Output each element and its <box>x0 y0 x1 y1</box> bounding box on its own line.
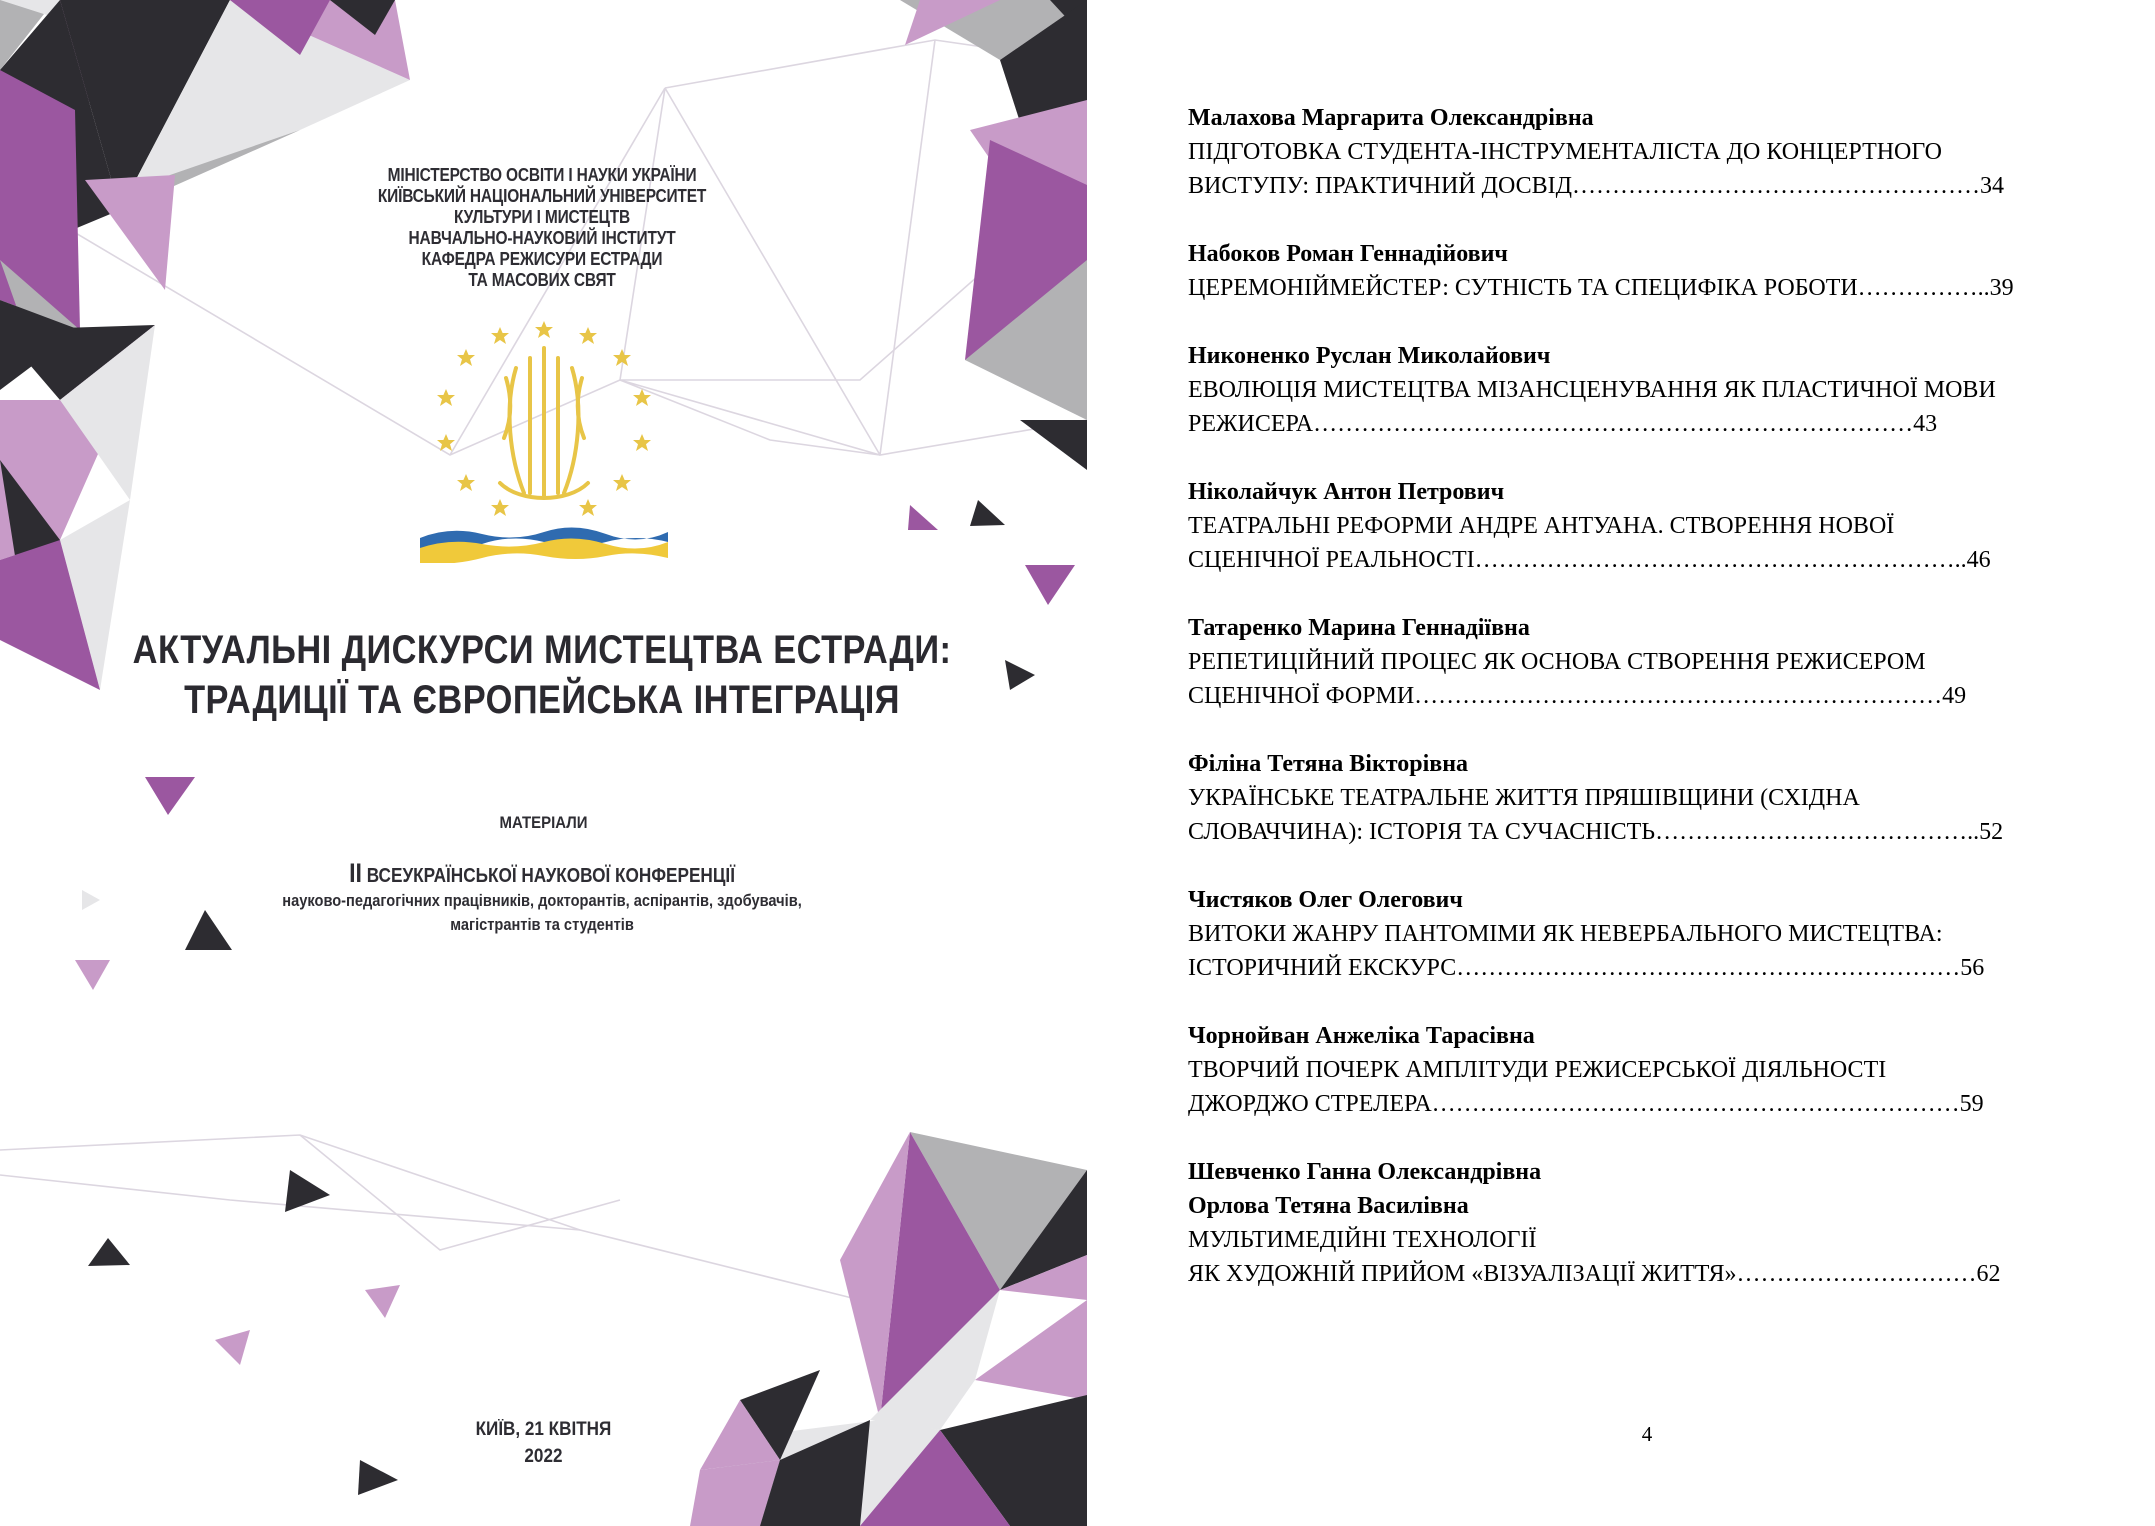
ministry-header <box>0 165 1087 291</box>
toc-entry <box>1188 101 2068 203</box>
toc-title-line: ЕВОЛЮЦІЯ МИСТЕЦТВА МІЗАНСЦЕНУВАННЯ ЯК ПЛАСТИЧНОЇ МОВИ <box>1188 377 1996 403</box>
toc-title-line: СЛОВАЧЧИНА): ІСТОРІЯ ТА СУЧАСНІСТЬ…………………………………..52 <box>1188 819 2004 845</box>
conference-block <box>0 860 1087 937</box>
university-emblem-icon <box>420 318 668 563</box>
toc-title-line: ЯК ХУДОЖНІЙ ПРИЙОМ «ВІЗУАЛІЗАЦІЇ ЖИТТЯ»…………………………62 <box>1188 1261 2001 1287</box>
toc-title-line: РЕПЕТИЦІЙНИЙ ПРОЦЕС ЯК ОСНОВА СТВОРЕННЯ РЕЖИСЕРОМ <box>1188 649 1926 675</box>
participants-line: науково-педагогічних працівників, докторантів, аспірантів, здобувачів, <box>282 891 802 910</box>
ministry-line: КИЇВСЬКИЙ НАЦІОНАЛЬНИЙ УНІВЕРСИТЕТ <box>377 186 707 206</box>
toc-title-line: ВИСТУПУ: ПРАКТИЧНИЙ ДОСВІД……………………………………………34 <box>1188 173 2004 199</box>
toc-title-line: СЦЕНІЧНОЇ ФОРМИ…………………………………………………………49 <box>1188 683 1967 709</box>
toc-title-line: ІСТОРИЧНИЙ ЕКСКУРС………………………………………………………56 <box>1188 955 1985 981</box>
ministry-line: МІНІСТЕРСТВО ОСВІТИ І НАУКИ УКРАЇНИ <box>387 165 697 185</box>
toc-author: Чорнойван Анжеліка Тарасівна <box>1188 1023 1535 1049</box>
toc-title-line: СЦЕНІЧНОЇ РЕАЛЬНОСТІ……………………………………………………..46 <box>1188 547 1991 573</box>
toc-author: Никоненко Руслан Миколайович <box>1188 343 1551 369</box>
toc-author: Татаренко Марина Геннадіївна <box>1188 615 1530 641</box>
main-title <box>0 625 1087 725</box>
toc-author: Філіна Тетяна Вікторівна <box>1188 751 1469 777</box>
toc-title-line: ПІДГОТОВКА СТУДЕНТА-ІНСТРУМЕНТАЛІСТА ДО КОНЦЕРТНОГО <box>1188 139 1942 165</box>
toc-list <box>1188 101 2068 1325</box>
toc-title-line: ЦЕРЕМОНІЙМЕЙСТЕР: СУТНІСТЬ ТА СПЕЦИФІКА РОБОТИ……………..39 <box>1188 275 2014 301</box>
conference-number: II <box>349 858 363 888</box>
toc-author: Ніколайчук Антон Петрович <box>1188 479 1505 505</box>
toc-entry <box>1188 611 2068 713</box>
page-number: 4 <box>1641 1422 1653 1446</box>
toc-title-line: ТЕАТРАЛЬНІ РЕФОРМИ АНДРЕ АНТУАНА. СТВОРЕННЯ НОВОЇ <box>1188 513 1895 539</box>
toc-entry <box>1188 1019 2068 1121</box>
participants-line: магістрантів та студентів <box>450 915 634 934</box>
toc-title-line: РЕЖИСЕРА…………………………………………………………………43 <box>1188 411 1938 437</box>
toc-author: Чистяков Олег Олегович <box>1188 887 1463 913</box>
ministry-line: КАФЕДРА РЕЖИСУРИ ЕСТРАДИ <box>421 249 663 269</box>
place-date <box>0 1416 1087 1470</box>
ministry-line: КУЛЬТУРИ І МИСТЕЦТВ <box>454 207 631 227</box>
toc-title-line: ТВОРЧИЙ ПОЧЕРК АМПЛІТУДИ РЕЖИСЕРСЬКОЇ ДІЯЛЬНОСТІ <box>1188 1057 1887 1083</box>
toc-entry <box>1188 1155 2068 1291</box>
toc-author: Орлова Тетяна Василівна <box>1188 1193 1469 1219</box>
conference-title <box>75 860 1010 889</box>
toc-entry <box>1188 339 2068 441</box>
conference-name: ВСЕУКРАЇНСЬКОЇ НАУКОВОЇ КОНФЕРЕНЦІЇ <box>362 865 735 887</box>
toc-title-line: МУЛЬТИМЕДІЙНІ ТЕХНОЛОГІЇ <box>1188 1227 1537 1253</box>
toc-title-line: УКРАЇНСЬКЕ ТЕАТРАЛЬНЕ ЖИТТЯ ПРЯШІВЩИНИ (СХІДНА <box>1188 785 1860 811</box>
main-title-line: АКТУАЛЬНІ ДИСКУРСИ МИСТЕЦТВА ЕСТРАДИ: <box>132 628 952 672</box>
main-title-line: ТРАДИЦІЇ ТА ЄВРОПЕЙСЬКА ІНТЕГРАЦІЯ <box>184 678 900 722</box>
materials-label: МАТЕРІАЛИ <box>499 813 588 832</box>
ministry-line: ТА МАСОВИХ СВЯТ <box>468 270 616 290</box>
toc-author: Набоков Роман Геннадійович <box>1188 241 1508 267</box>
toc-page <box>1087 0 2155 1526</box>
toc-entry <box>1188 237 2068 305</box>
toc-entry <box>1188 747 2068 849</box>
place: КИЇВ, 21 КВІТНЯ <box>475 1419 612 1440</box>
toc-entry <box>1188 475 2068 577</box>
toc-title-line: ДЖОРДЖО СТРЕЛЕРА…………………………………………………………59 <box>1188 1091 1984 1117</box>
toc-author: Шевченко Ганна Олександрівна <box>1188 1159 1542 1185</box>
year: 2022 <box>524 1446 563 1467</box>
toc-entry <box>1188 883 2068 985</box>
ministry-line: НАВЧАЛЬНО-НАУКОВИЙ ІНСТИТУТ <box>408 228 676 248</box>
toc-title-line: ВИТОКИ ЖАНРУ ПАНТОМІМИ ЯК НЕВЕРБАЛЬНОГО МИСТЕЦТВА: <box>1188 921 1943 947</box>
toc-author: Малахова Маргарита Олександрівна <box>1188 105 1594 131</box>
